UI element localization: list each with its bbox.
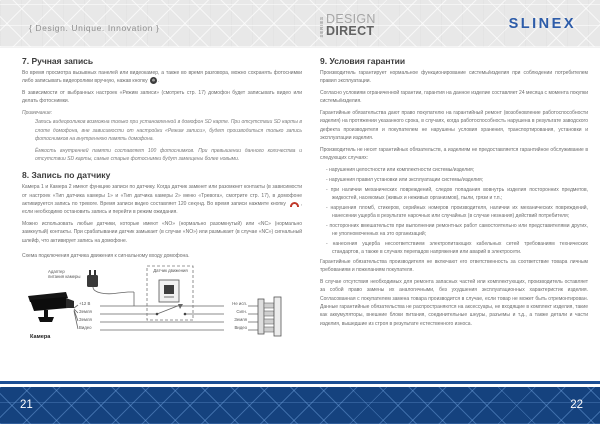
- section7-p1-text: Во время просмотра вызывных панелей или видеокамер, а также во время разговора, можно сохранять фотоснимки либо записывать видеоролики вручную, нажав кнопку: [22, 70, 302, 85]
- motion-detector-box: [147, 266, 193, 320]
- logo-design-word: DESIGN: [326, 12, 376, 26]
- logo-direct-word: DIRECT: [326, 24, 375, 38]
- series-vertical-label: SERIES: [319, 16, 324, 38]
- camera-wire-label-gnd1: Земля: [79, 309, 92, 315]
- warranty-bullet-2: - нарушения правил установки или эксплуатации системы/изделия;: [326, 176, 484, 183]
- switch-contact-right: [184, 313, 187, 316]
- section9-paragraph-5: Гарантийные обязательства производителя не включают его ответственность за соответствие товара личным требованиям и пожеланиям покупателя.: [320, 258, 588, 274]
- section8-p1-text: Камера 1 и Камера 2 имеют функцию записи по датчику. Когда датчик замкнет или разомкнет контакты (в зависимости от настроек «Тип датчика камеры 1» и «Тип датчика камеры 2» меню «Тревога», смотрите стр. 17), в домофоне активируется запись по тревоге. Время записи видео составляет 120 секунд. Во время записи нажмите кнопку: [22, 184, 302, 208]
- page-content: [0, 49, 600, 381]
- monitor-wire-label-nc: Не исп.: [232, 301, 247, 307]
- warranty-bullet-3: - при наличии механических повреждений, следов попадания вовнутрь изделия посторонних предметов, жидкостей, насекомых (живых и неживых организмов), пыли, грязи и т.п.;: [326, 186, 588, 201]
- section9-paragraph-4: Производитель не несет гарантийных обязательств, а изделиям не предоставляется гарантийное обслуживание в следующих случаях:: [320, 146, 588, 162]
- logo-wordmark: [326, 13, 376, 38]
- section9-title: 9. Условия гарантии: [320, 56, 406, 66]
- right-page-column: [320, 49, 588, 381]
- section7-paragraph-1: [22, 69, 302, 86]
- section7-paragraph-2: В зависимости от выбранных настроек «Режим записи» (смотреть стр. 17) домофон будет записывать видео или делать фотоснимки.: [22, 90, 302, 105]
- warranty-bullet-4: - нарушения пломб, стикеров, серийных номеров производителя, наличии их механических повреждений, нанесении ущерба в результате нарочных или случайных (в случае незнания) действий потребителя;: [326, 204, 588, 219]
- warranty-bullet-6: - нанесения ущерба несоответствием электропитающих кабельных сетей требованиям технических стандартов, а также в случаях перепадов напряжения или аварий в электросети.: [326, 240, 588, 256]
- footer-divider-line: [0, 381, 600, 384]
- wiring-scheme-caption: Схема подключения датчика движения к сигнальному входу домофона.: [22, 253, 190, 260]
- detector-label: Датчик движения: [153, 267, 188, 273]
- left-page-column: [22, 49, 302, 381]
- hangup-button-icon: [290, 202, 299, 207]
- brand-tagline: { Design. Unique. Innovation }: [29, 23, 160, 33]
- page-number-left: 21: [20, 399, 33, 411]
- slinex-logo: SLINEX: [508, 16, 576, 32]
- section9-paragraph-2: Согласно условиям ограниченной гарантии, гарантия на данное изделие составляет 24 месяца с момента покупки системы/изделия.: [320, 90, 588, 105]
- page-number-right: 22: [570, 399, 583, 411]
- warranty-bullet-5: - посторонних вмешательств при выполнении ремонтных работ самостоятельно или представителями других, не уполномоченных на это организаций;: [326, 222, 588, 238]
- monitor-wire-label-gnd: Земля: [234, 317, 247, 323]
- switch-contact-left: [156, 313, 159, 316]
- section9-paragraph-1: Производитель гарантирует нормальное функционирование системы/изделия при соблюдении потребителем правил эксплуатации.: [320, 70, 588, 85]
- power-adapter-icon: [87, 270, 98, 287]
- monitor-wire-label-video: Видео: [234, 325, 247, 331]
- section8-paragraph-2: Можно использовать любые датчики, которые имеют «NO» (нормально разомкнутый) или «NC» (нормально замкнутый) контакты. При срабатывании датчик замыкает (в случае «NO») или размыкает (в случае «NC») сигнальный шлейф, что активирует запись на домофоне.: [22, 221, 302, 244]
- capture-button-icon: [150, 77, 160, 85]
- footer-band: [0, 387, 600, 424]
- section8-title: 8. Запись по датчику: [22, 170, 111, 181]
- section7-note-2: Ёмкость внутренней памяти составляет 100 фотоснимков. При превышении данного количества и отсутствии SD карты, самые старые фотоснимки будут замещены более новыми.: [35, 147, 302, 163]
- section8-paragraph-1: [22, 183, 302, 216]
- design-direct-logo: [320, 13, 376, 38]
- camera-wire-label-12v: +12 В: [79, 301, 91, 307]
- camera-label: Камера: [30, 333, 51, 340]
- monitor-wire-label-signal: Сигн.: [236, 309, 247, 315]
- wiring-diagram: [22, 264, 302, 352]
- camera-icon: [28, 292, 74, 322]
- warranty-bullet-1: - нарушения целостности или комплектности системы/изделия;: [326, 166, 475, 173]
- camera-wire-label-video: Видео: [79, 325, 92, 331]
- switch-arrow: [178, 304, 183, 309]
- page-header: [0, 0, 600, 48]
- connector-icon: [258, 297, 281, 336]
- section7-p1-tail: .: [158, 78, 160, 85]
- adapter-label: Адаптер питания камеры: [48, 268, 81, 280]
- section8-p1-tail: , если необходимо остановить запись и перейти в режим ожидания.: [22, 201, 302, 216]
- note-label: Примечание:: [22, 110, 53, 117]
- camera-wire-label-gnd2: Земля: [79, 317, 92, 323]
- section7-note-1: Запись видеороликов возможна только при установленной в домофон SD карте. При отсутствии SD карты в слоте домофона, вне зависимости от настройки «Режим записи», будет производиться только запись фотоснимков на внутреннюю память домофона.: [35, 119, 302, 143]
- section7-title: 7. Ручная запись: [22, 56, 94, 66]
- section9-paragraph-3: Гарантийные обязательства дают право покупателю на гарантийный ремонт (возобновление работоспособности изделия) на протяжении указанного срока, в случаях, когда работоспособность нарушена в результате заводского дефекта производителя и покупателем не нарушены условия хранения, транспортирования, установки и эксплуатации изделия.: [320, 110, 588, 142]
- section9-paragraph-6: В случае отсутствия необходимых для ремонта запасных частей или комплектующих, производитель оставляет за собой право замены их аналогичными, без ухудшения эксплуатационных характеристик изделия. Согласованная с покупателем замена товара производится в случае, если товар не может быть отремонтирован. Данные гарантийные обязательства не распространяются на аксессуары, не входящие в комплект изделия, такие как аккумуляторы, внешние блоки питания, соединительные шнуры, разъемы и т.д., а также детали и части изделия, вышедшие из строя в результате естественного износа.: [320, 279, 588, 327]
